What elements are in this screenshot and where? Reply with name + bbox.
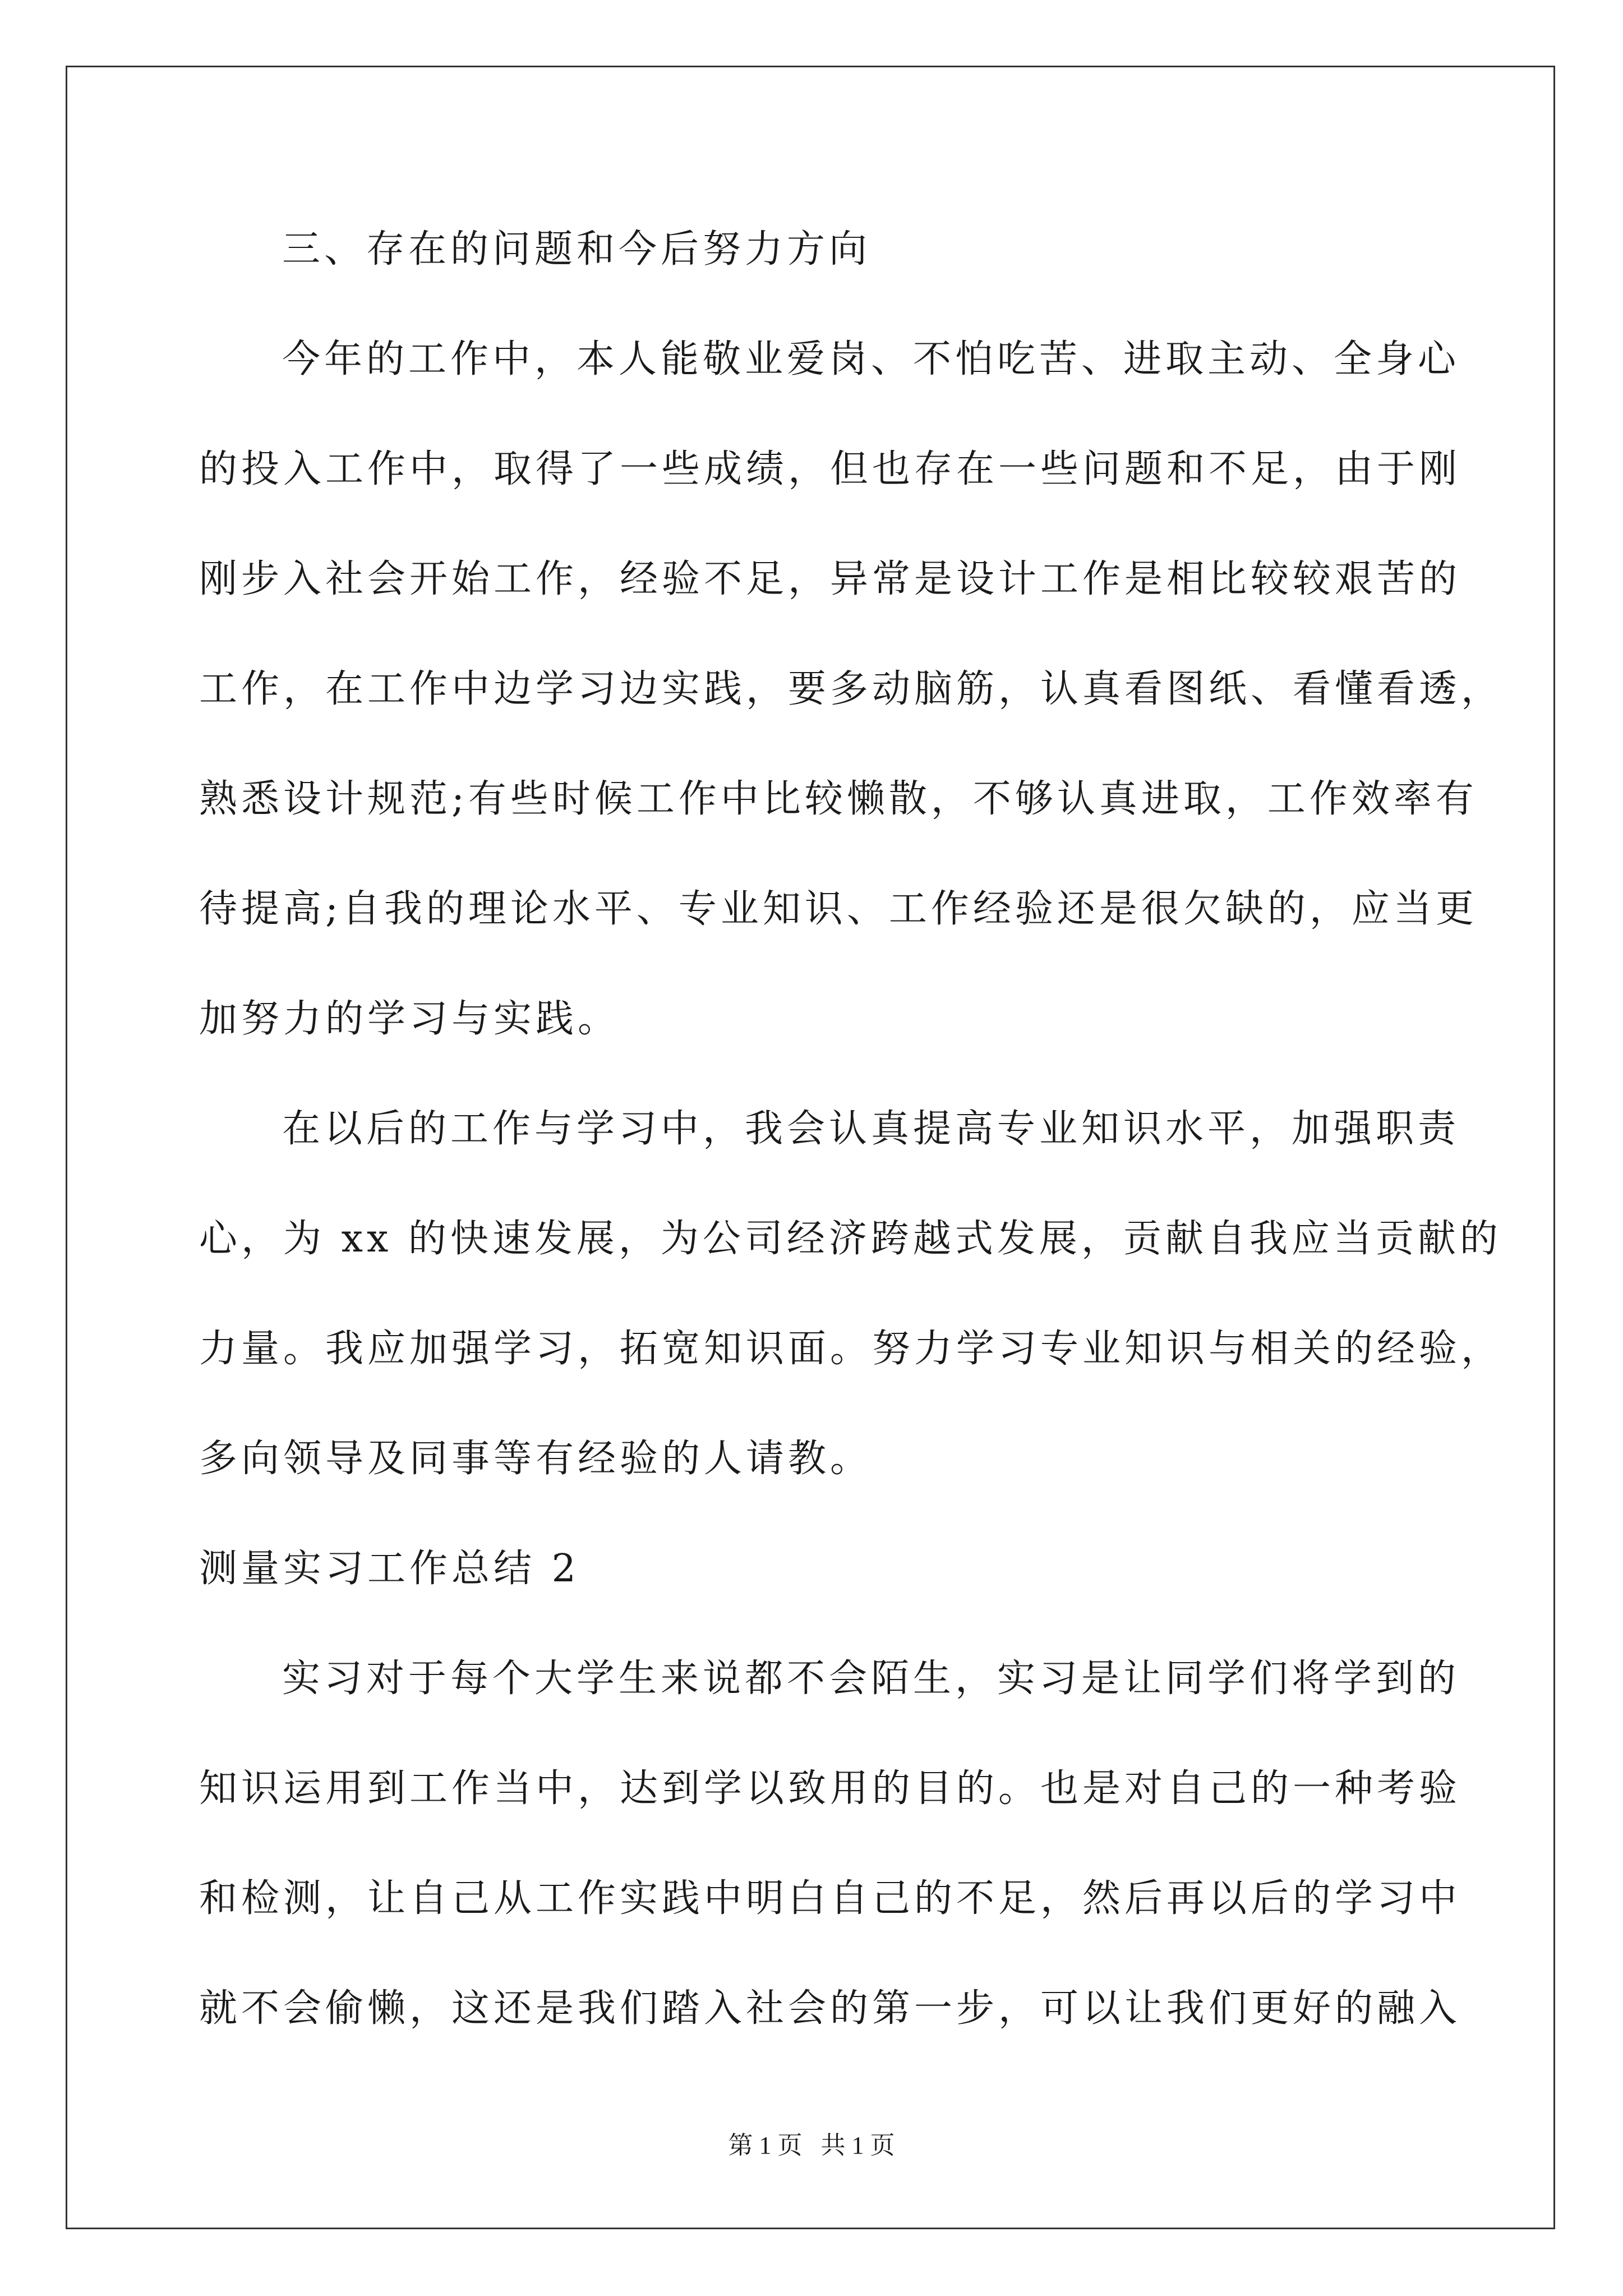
- paragraph-line: 和检测，让自己从工作实践中明白自己的不足，然后再以后的学习中: [199, 1876, 1461, 1921]
- paragraph-line: 加努力的学习与实践。: [199, 997, 620, 1041]
- section-heading: 三、存在的问题和今后努力方向: [282, 227, 872, 272]
- paragraph-line: 的投入工作中，取得了一些成绩，但也存在一些问题和不足，由于刚: [199, 447, 1461, 491]
- paragraph-line: 知识运用到工作当中，达到学以致用的目的。也是对自己的一种考验: [199, 1766, 1461, 1811]
- document-body: [199, 219, 1504, 2088]
- paragraph-line: 工作，在工作中边学习边实践，要多动脑筋，认真看图纸、看懂看透，: [199, 667, 1504, 711]
- paragraph-line: 刚步入社会开始工作，经验不足，异常是设计工作是相比较较艰苦的: [199, 557, 1461, 601]
- paragraph-line: 力量。我应加强学习，拓宽知识面。努力学习专业知识与相关的经验，: [199, 1327, 1504, 1371]
- paragraph-line: 就不会偷懒，这还是我们踏入社会的第一步，可以让我们更好的融入: [199, 1986, 1461, 2031]
- paragraph-line: 多向领导及同事等有经验的人请教。: [199, 1437, 873, 1481]
- paragraph-line: 今年的工作中，本人能敬业爱岗、不怕吃苦、进取主动、全身心: [282, 337, 1460, 381]
- paragraph-line: 熟悉设计规范;有些时候工作中比较懒散，不够认真进取，工作效率有: [199, 777, 1478, 821]
- paragraph-line: 心，为 xx 的快速发展，为公司经济跨越式发展，贡献自我应当贡献的: [199, 1217, 1502, 1261]
- page-footer: 第 1 页 共 1 页: [728, 2132, 895, 2159]
- paragraph-line: 在以后的工作与学习中，我会认真提高专业知识水平，加强职责: [282, 1107, 1460, 1151]
- section-title: 测量实习工作总结 2: [199, 1547, 580, 1591]
- paragraph-line: 实习对于每个大学生来说都不会陌生，实习是让同学们将学到的: [282, 1657, 1460, 1701]
- paragraph-line: 待提高;自我的理论水平、专业知识、工作经验还是很欠缺的，应当更: [199, 887, 1478, 931]
